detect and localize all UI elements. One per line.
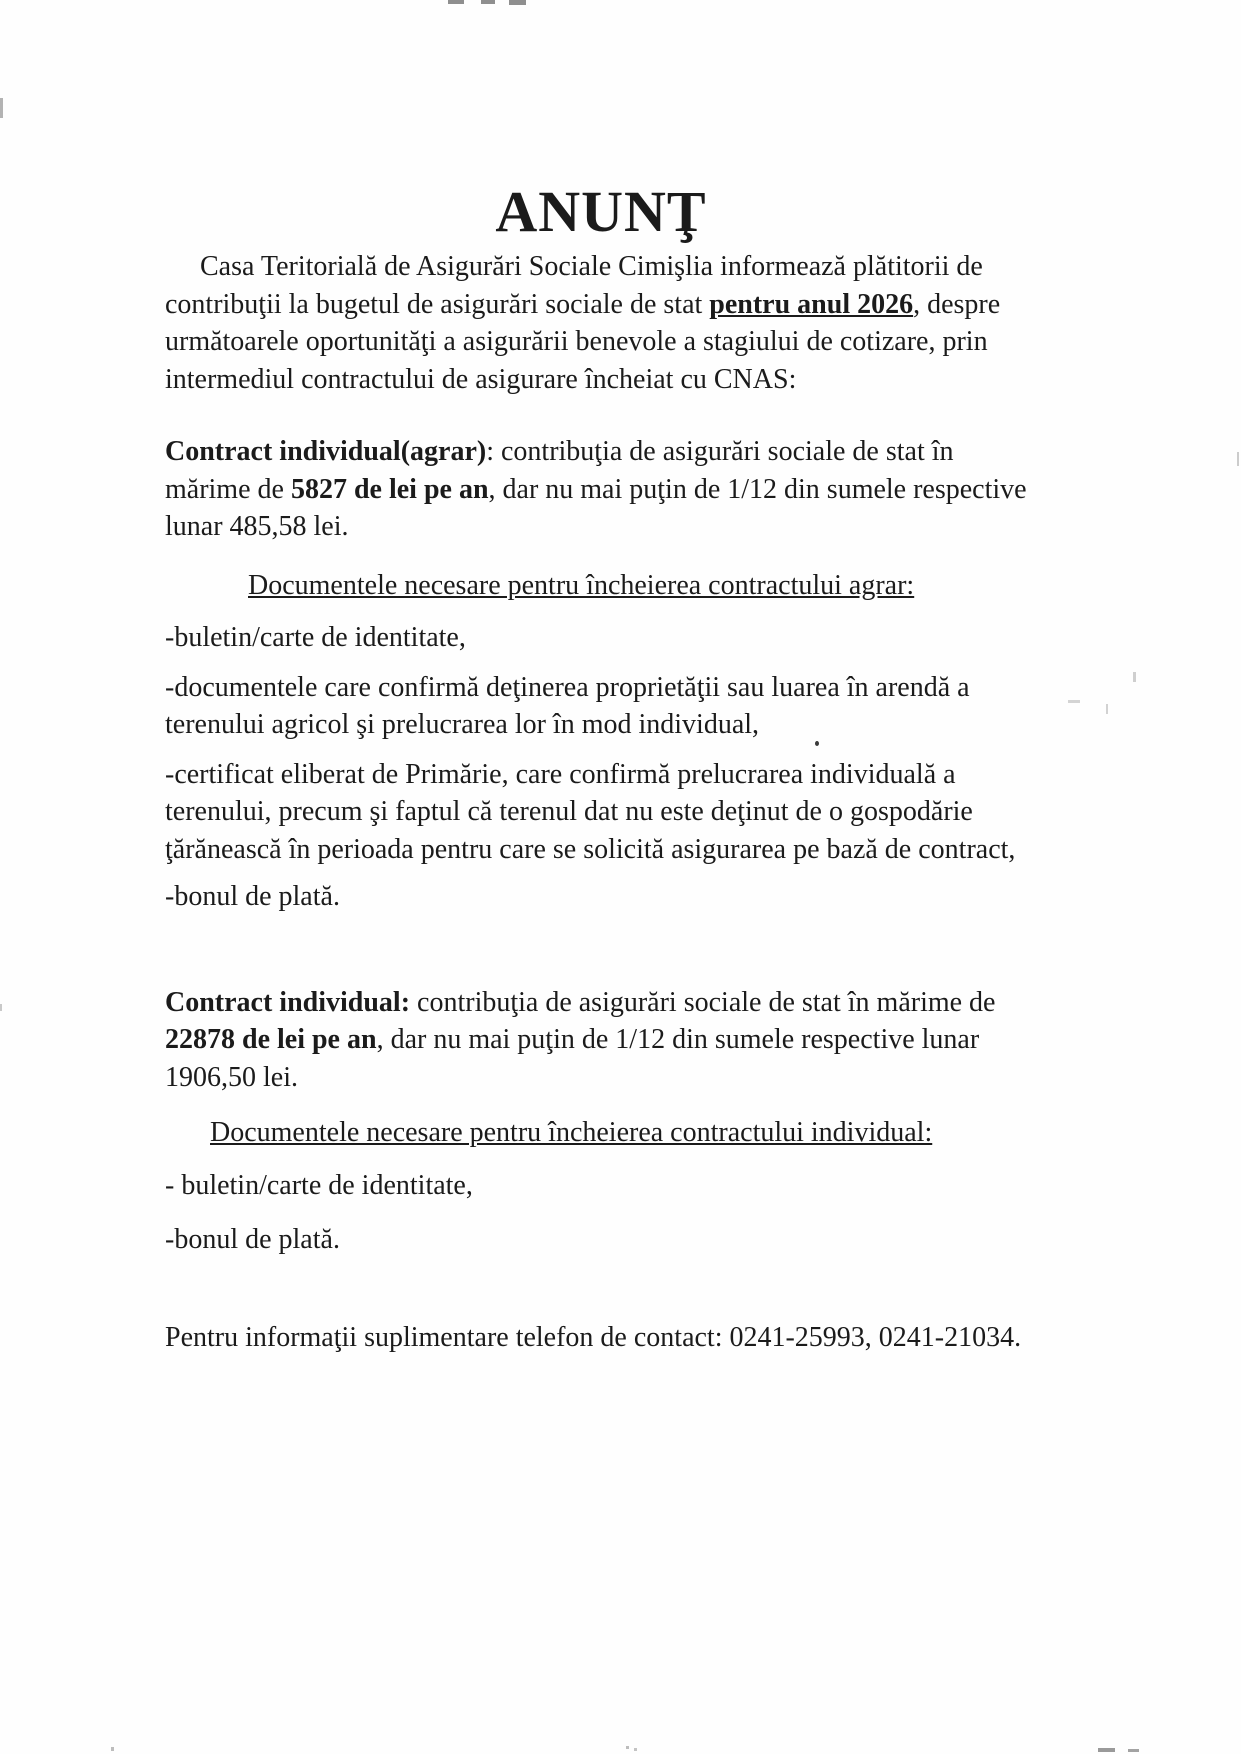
intro-year-highlight: pentru anul 2026 xyxy=(709,288,914,320)
scan-artifact-bottom xyxy=(111,1747,114,1751)
scan-artifact-bottom xyxy=(626,1746,629,1749)
contract-agrar-amount: 5827 de lei pe an xyxy=(290,473,489,505)
document-body xyxy=(165,179,1037,1356)
docs-agrar-item: -bonul de plată. xyxy=(165,881,340,912)
scan-artifact-right xyxy=(1237,452,1239,466)
intro-text-after: , despre următoarele oportunităţi a asigurării benevole a stagiului de cotizare, prin intermediul contractului de asigurare încheiat cu CNAS: xyxy=(165,288,1001,395)
docs-agrar-heading-text: Documentele necesare pentru încheierea contractului agrar: xyxy=(248,569,915,601)
contract-agrar-label: Contract individual(agrar) xyxy=(165,436,487,467)
scan-artifact-top xyxy=(509,0,526,5)
scan-artifact-left xyxy=(0,98,3,118)
contract-individual-text-1: contribuţia de asigurări sociale de stat în mărime de xyxy=(410,986,996,1018)
contract-agrar-text-1: : contribuţia de asigurări sociale de stat în mărime de xyxy=(165,436,954,505)
contract-individual-text-2: , dar nu mai puţin de 1/12 din sumele respective lunar 1906,50 lei. xyxy=(165,1024,980,1093)
scan-artifact-right xyxy=(1068,700,1080,703)
scan-artifact-bottom xyxy=(634,1748,637,1751)
scan-artifact-bottom xyxy=(1128,1749,1139,1752)
contract-agrar-text-2: , dar nu mai puţin de 1/12 din sumele respective lunar 485,58 lei. xyxy=(165,473,1027,542)
docs-individual-heading xyxy=(210,1114,1037,1152)
docs-individual-heading-text: Documentele necesare pentru încheierea contractului individual: xyxy=(210,1117,933,1148)
scan-artifact-top xyxy=(448,0,464,4)
contract-individual-paragraph xyxy=(165,984,1037,1097)
docs-agrar-item: -buletin/carte de identitate, xyxy=(165,622,466,653)
scan-artifact-right xyxy=(1106,704,1108,714)
contract-individual-label: Contract individual: xyxy=(165,986,411,1018)
scan-artifact-right xyxy=(1133,672,1136,682)
docs-individual-item: -bonul de plată. xyxy=(165,1224,340,1255)
docs-agrar-item: -documentele care confirmă deţinerea proprietăţii sau luarea în arendă a terenului agricol şi prelucrarea lor în mod individual, xyxy=(165,671,970,740)
docs-individual-item: - buletin/carte de identitate, xyxy=(165,1169,473,1201)
scan-artifact-left xyxy=(0,1004,2,1011)
docs-agrar-item: -certificat eliberat de Primărie, care confirmă prelucrarea individuală a terenului, precum şi faptul că terenul dat nu este deţinut de o gospodărie ţărănească în perioada pentru care se solicită asigurarea pe bază de contract, xyxy=(165,758,1016,865)
intro-paragraph xyxy=(165,248,1037,398)
contact-info-line: Pentru informaţii suplimentare telefon de contact: 0241-25993, 0241-21034. xyxy=(165,1321,1022,1353)
page-title: ANUNŢ xyxy=(495,179,707,244)
docs-agrar-heading xyxy=(248,567,1037,605)
scan-artifact-bottom xyxy=(1098,1748,1115,1752)
contract-agrar-paragraph xyxy=(165,433,1037,546)
contract-individual-amount: 22878 de lei pe an xyxy=(165,1024,377,1055)
scan-artifact-top xyxy=(481,0,495,4)
intro-text-before: Casa Teritorială de Asigurări Sociale Cimişlia informează plătitorii de contribuţii la bugetul de asigurări sociale de stat xyxy=(165,251,983,320)
